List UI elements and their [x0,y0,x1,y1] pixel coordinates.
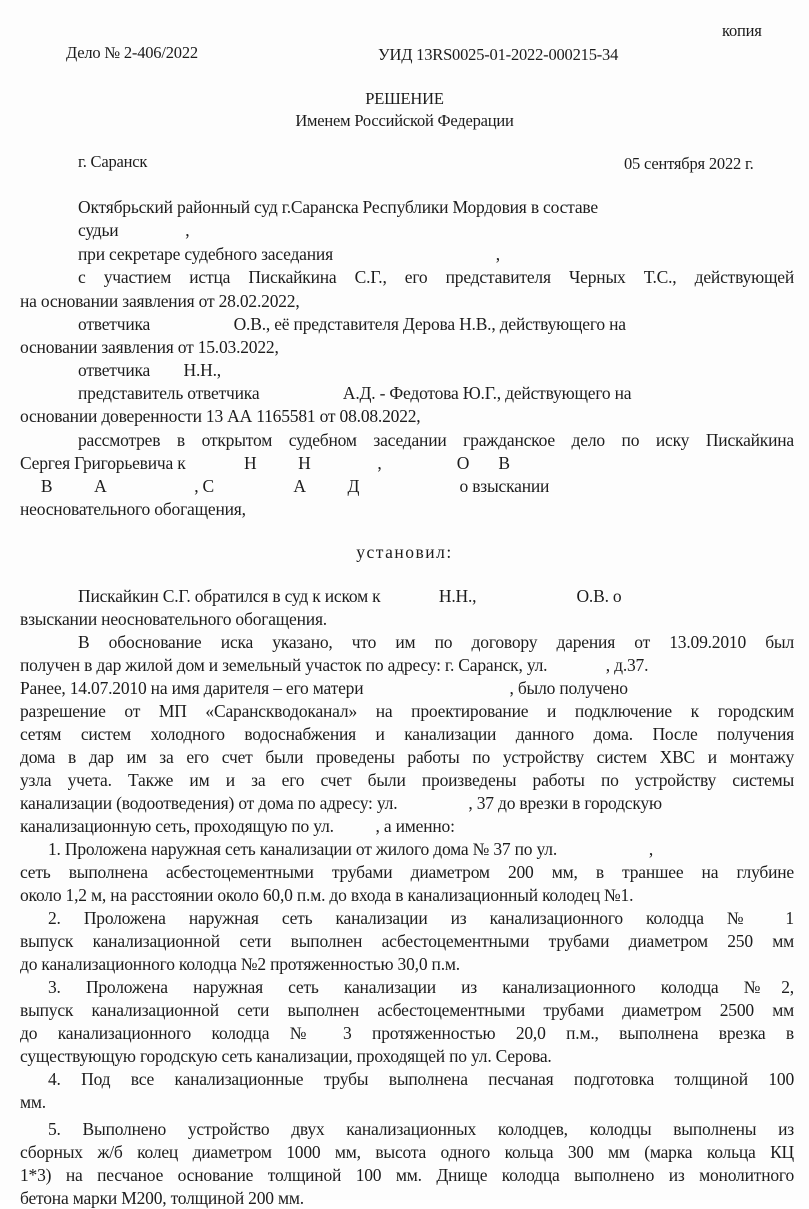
body-line: разрешение от МП «Саранскводоканал» на проектирование и подключение к городским [20,701,794,721]
intro-line: основании доверенности 13 АА 1165581 от 08.08.2022, [20,406,421,426]
document-title: РЕШЕНИЕ [365,89,444,108]
copy-mark: копия [722,21,762,40]
body-line: сетям систем холодного водоснабжения и канализации данного дома. После получения [20,724,794,744]
list-item-4: 4. Под все канализационные трубы выполнена песчаная подготовка толщиной 100 [48,1069,794,1089]
intro-line: В А , С А Д о взыскании [20,476,550,496]
intro-line: Октябрьский районный суд г.Саранска Республики Мордовия в составе [78,197,598,217]
city: г. Саранск [78,152,148,171]
intro-line: рассмотрев в открытом судебном заседании гражданское дело по иску Пискайкина [78,430,794,450]
intro-line: ответчика Н.Н., [78,360,221,380]
body-line: Ранее, 14.07.2010 на имя дарителя – его матери , было получено [20,678,628,698]
intro-line: неосновательного обогащения, [20,499,246,519]
intro-line: при секретаре судебного заседания , [78,244,500,264]
body-line: канализации (водоотведения) от дома по адресу: ул. , 37 до врезки в городскую [20,793,662,813]
section-title: установил: [356,542,453,562]
body-line: сборных ж/б колец диаметром 1000 мм, высота одного кольца 300 мм (марка кольца КЦ [20,1142,794,1162]
body-line: В обоснование иска указано, что им по договору дарения от 13.09.2010 был [78,632,794,652]
intro-line: ответчика О.В., её представителя Дерова Н.В., действующего на [78,314,626,334]
body-line: канализационную сеть, проходящую по ул. , а именно: [20,816,455,836]
document-subtitle: Именем Российской Федерации [295,111,514,130]
body-line: до канализационного колодца №2 протяженностью 30,0 п.м. [20,954,460,974]
case-number: Дело № 2-406/2022 [66,43,198,62]
intro-line: с участием истца Пискайкина С.Г., его представителя Черных Т.С., действующей [78,267,794,287]
intro-line: представитель ответчика А.Д. - Федотова Ю.Г., действующего на [78,383,632,403]
body-line: 1*3) на песчаное основание толщиной 100 мм. Днище колодца выполнено из монолитного [20,1165,794,1185]
body-line: выпуск канализационной сети выполнен асбестоцементными трубами диаметром 250 мм [20,931,794,951]
list-item-1: 1. Проложена наружная сеть канализации от жилого дома № 37 по ул. , [48,839,654,859]
intro-line: на основании заявления от 28.02.2022, [20,291,300,311]
body-line: взыскании неосновательного обогащения. [20,609,327,629]
body-line: существующую городскую сеть канализации, проходящей по ул. Серова. [20,1046,552,1066]
body-line: выпуск канализационной сети выполнен асбестоцементными трубами диаметром 2500 мм [20,1000,794,1020]
uid: УИД 13RS0025-01-2022-000215-34 [378,45,619,64]
body-line: узла учета. Также им и за его счет были произведены работы по устройству системы [20,770,794,790]
body-line: бетона марки М200, толщиной 200 мм. [20,1188,304,1208]
intro-line: Сергея Григорьевича к Н Н , О В [20,453,510,473]
body-line: Пискайкин С.Г. обратился в суд к иском к Н.Н., О.В. о [78,586,622,606]
intro-line: основании заявления от 15.03.2022, [20,337,279,357]
body-line: сеть выполнена асбестоцементными трубами диаметром 200 мм, в траншее на глубине [20,862,794,882]
list-item-2: 2. Проложена наружная сеть канализации из канализационного колодца № 1 [48,908,794,928]
intro-line: судьи , [78,220,190,240]
list-item-3: 3. Проложена наружная сеть канализации из канализационного колодца №2, [48,977,794,997]
body-line: получен в дар жилой дом и земельный участок по адресу: г. Саранск, ул. , д.37. [20,655,649,675]
body-line: мм. [20,1092,46,1112]
body-line: около 1,2 м, на расстоянии около 60,0 п.м. до входа в канализационный колодец №1. [20,885,634,905]
body-line: дома в дар им за его счет были проведены работы по устройству систем ХВС и монтажу [20,747,794,767]
decision-date: 05 сентября 2022 г. [624,154,754,173]
body-line: до канализационного колодца № 3 протяженностью 20,0 п.м., выполнена врезка в [20,1023,794,1043]
list-item-5: 5. Выполнено устройство двух канализационных колодцев, колодцы выполнены из [48,1119,794,1139]
